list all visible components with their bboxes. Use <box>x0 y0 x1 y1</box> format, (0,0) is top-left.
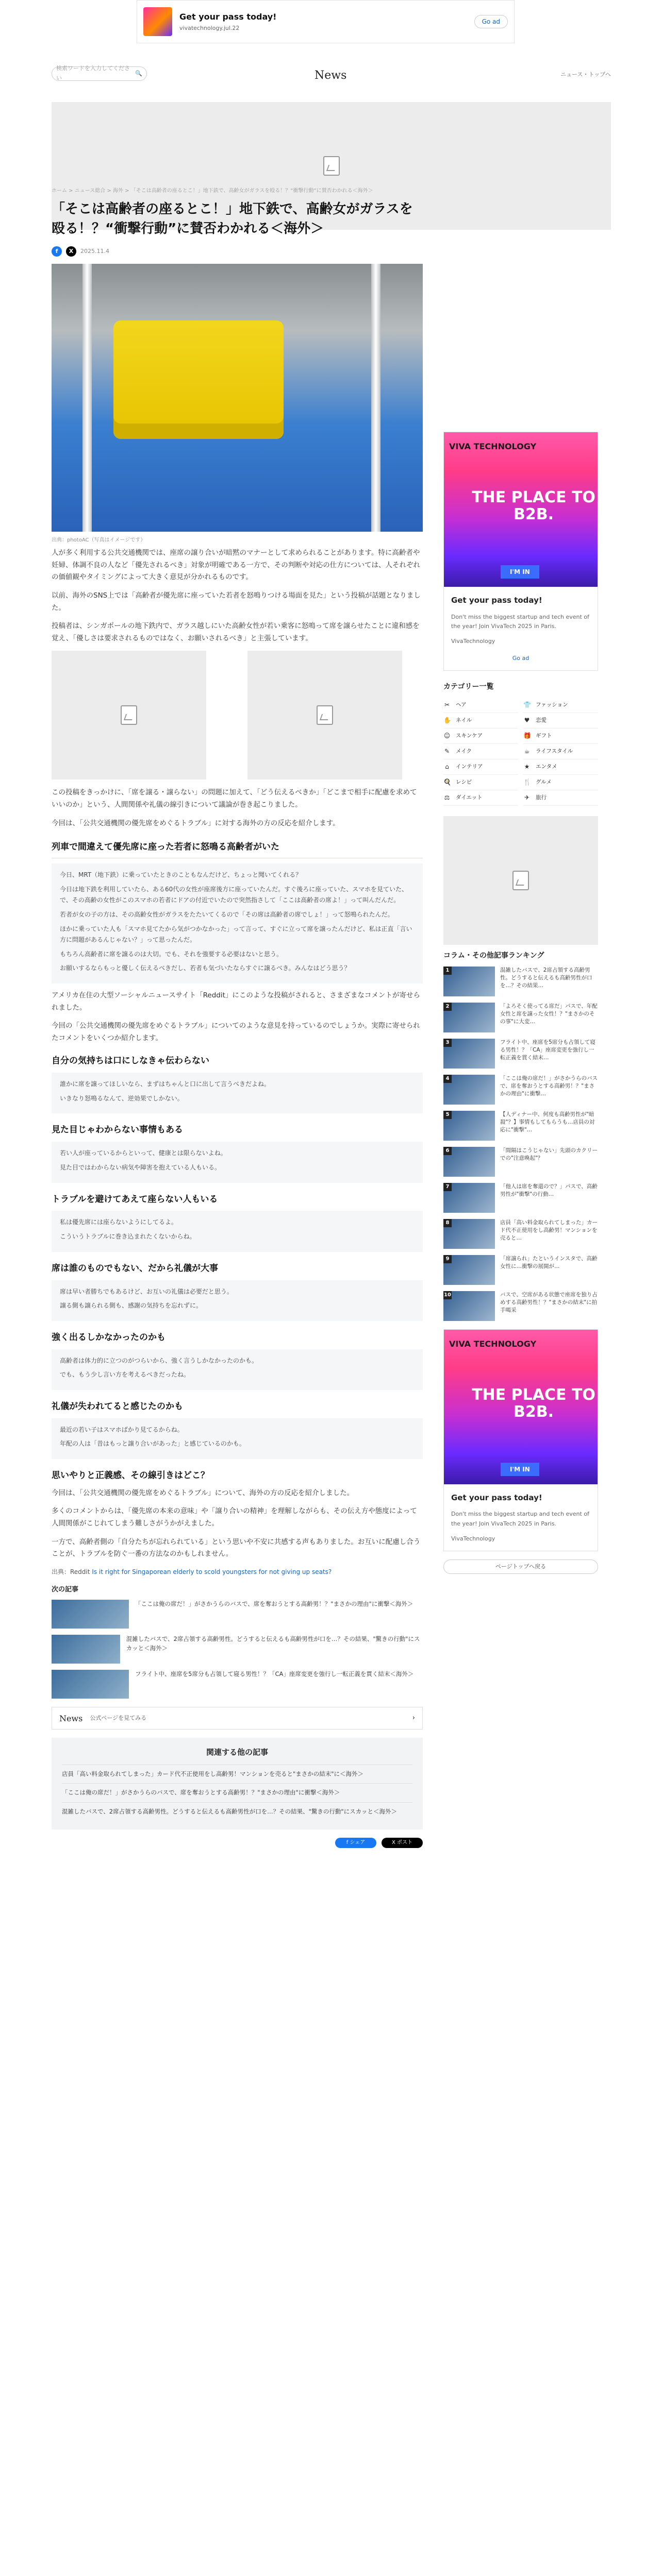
fashion-icon: 👕 <box>523 701 531 709</box>
quote-line: 最近の若い子はスマホばかり見てるからね。 <box>60 1426 184 1433</box>
section-heading: 列車で間違えて優先席に座った若者に怒鳴る高齢者がいた <box>52 840 423 858</box>
quote-line: 若い人が座っているからといって、健康とは限らないよね。 <box>60 1149 227 1157</box>
gourmet-icon: 🍴 <box>523 778 531 786</box>
comment-heading: 礼儀が失われてると感じたのかも <box>52 1401 183 1412</box>
makeup-icon: ✎ <box>444 748 450 755</box>
ranking-thumbnail[interactable] <box>443 1039 495 1069</box>
rank-number: 4 <box>443 1075 452 1083</box>
site-header <box>52 62 611 86</box>
category-item[interactable]: ⚖ ダイエット <box>443 790 518 806</box>
related-title[interactable]: フライト中、座席を5席分も占領して寝る男性！？「CA」座席変更を強行し一転正義を貫く結末＜海外＞ <box>135 1670 414 1678</box>
article-meta <box>52 246 109 257</box>
category-item[interactable]: ✂ ヘア <box>443 698 518 713</box>
sidebar <box>443 432 598 1574</box>
quote-line: もちろん高齢者に席を譲るのは大切。でも、それを強要する必要はないと思う。 <box>60 950 283 958</box>
ad-headline: THE PLACE TO B2B. <box>472 1385 595 1421</box>
related-item[interactable] <box>52 1635 423 1664</box>
image-caption: 出典：photoAC（写真はイメージです） <box>52 537 146 543</box>
paragraph: 多くのコメントからは、「優先席の本来の意味」や「譲り合いの精神」を理解しながらも、その伝え方や態度によって人間関係がこじれてしまう難しさがうかがえました。 <box>52 1507 417 1528</box>
site-logo[interactable]: News <box>315 69 347 82</box>
embedded-image <box>52 651 206 779</box>
rank-number: 9 <box>443 1255 452 1263</box>
entertainment-icon: ★ <box>524 763 530 771</box>
sidebar-ad-placeholder <box>443 816 598 945</box>
top-banner-ad[interactable] <box>137 0 515 43</box>
ad-cta-button[interactable]: I'M IN <box>501 1463 539 1476</box>
quote-line: 高齢者は体力的に立つのがつらいから、強く言うしかなかったのかも。 <box>60 1357 258 1364</box>
paragraph: 一方で、高齢者側の「自分たちが忘れられている」という思いや不安に共感する声もありました。お互いに配慮し合うことが、トラブルを防ぐ一番の方法なのかもしれません。 <box>52 1537 421 1558</box>
search-input[interactable] <box>52 66 147 81</box>
ranking-thumbnail[interactable] <box>443 1003 495 1032</box>
paragraph: アメリカ在住の大型ソーシャルニュースサイト「Reddit」にこのような投稿がされると、さまざまなコメントが寄せられました。 <box>52 991 420 1012</box>
related-title[interactable]: 「ここは俺の席だ！」がさかうらのバスで、席を奪おうとする高齢男！？"まさかの理由"に衝撃＜海外＞ <box>135 1600 413 1608</box>
article-date: 2025.11.4 <box>80 247 109 255</box>
related-title[interactable]: 混雑したバスで、2席占領する高齢男性。どうすると伝えるも高齢男性が口を…？その結果、"驚きの行動"にスカッと＜海外＞ <box>126 1635 420 1652</box>
category-item[interactable]: ☺ スキンケア <box>443 728 518 744</box>
x-icon[interactable]: X <box>66 246 76 257</box>
nail-icon: ✋ <box>443 717 451 724</box>
related-item[interactable] <box>52 1600 423 1629</box>
other-article-link[interactable]: 「ここは俺の席だ！」がさかうらのバスで、席を奪おうとする高齢男！？"まさかの理由"に衝撃＜海外＞ <box>62 1783 412 1802</box>
rank-number: 8 <box>443 1219 452 1227</box>
other-article-link[interactable]: 混雑したバスで、2席占領する高齢男性。どうすると伝えるも高齢男性が口を…？その結果、"驚きの行動"にスカッと＜海外＞ <box>62 1802 412 1821</box>
sidebar-ad[interactable] <box>443 432 598 671</box>
ranking-title[interactable]: 混雑したバスで、2席占領する高齢男性。どうすると伝えるも高齢男性が口を…？その結果… <box>500 967 592 989</box>
comment-heading: トラブルを避けてあえて座らない人もいる <box>52 1194 218 1205</box>
category-item[interactable]: 👕 ファッション <box>523 698 598 713</box>
source-label: 出典：Reddit <box>52 1568 90 1575</box>
related-heading: 次の記事 <box>52 1586 79 1594</box>
quote-block <box>52 1073 423 1113</box>
related-thumbnail[interactable] <box>52 1600 129 1629</box>
ranking-item[interactable] <box>443 967 598 996</box>
conclusion-heading: 思いやりと正義感、その線引きはどこ？ <box>52 1470 209 1481</box>
quote-block <box>52 1349 423 1390</box>
paragraph: 人が多く利用する公共交通機関では、座席の譲り合いが暗黙のマナーとして求められることがあります。特に高齢者や妊婦、体調不良の人など「優先されるべき」対象が明確である一方で、その判断や対応の仕方については、人それぞれの価値観やタイミングによって大きく意見が分かれるものです。 <box>52 549 420 582</box>
ranking-title[interactable]: 「間隔はこうじゃない」先頭のカクリーでの"注意喚起"？ <box>500 1147 598 1162</box>
quote-line: 若者が女の子の方は、その高齢女性がガラスをたたいてくるので「その席は高齢者の席でしょ！」って怒鳴られたんだ。 <box>60 910 394 918</box>
category-item[interactable]: ★ エンタメ <box>523 759 598 775</box>
paragraph: 今回は、「公共交通機関の優先席をめぐるトラブル」に対する海外の方の反応を紹介します。 <box>52 819 340 827</box>
other-articles-box <box>52 1738 423 1829</box>
quote-line: 誰かに席を譲ってほしいなら、まずはちゃんと口に出して言うべきだよね。 <box>60 1080 271 1088</box>
ad-cta-button[interactable]: I'M IN <box>501 565 539 579</box>
source <box>52 1567 423 1577</box>
related-articles <box>52 1584 423 1699</box>
rank-number: 10 <box>443 1291 452 1299</box>
quote-line: 今日は地下鉄を利用していたら、ある60代の女性が座席後方に座っていたんだ。すぐ後ろに座っていた、スマホを見ていた、で、その高齢の女性がこのスマホの若者にドアの付近でいたので突然指さして「ここは高齢者の席よ！」って叫んだんだ。 <box>60 885 408 904</box>
recipe-icon: 🍳 <box>443 778 451 786</box>
chevron-right-icon: › <box>412 1714 415 1722</box>
quote-block <box>52 1418 423 1459</box>
ranking-title[interactable]: 「他人は席を奪還ので？」パスで、高齢男性が"衝撃"の行動… <box>500 1183 598 1198</box>
quote-line: こういうトラブルに巻き込まれたくないからね。 <box>60 1233 196 1241</box>
quote-line: お願いするならもっと優しく伝えるべきだし、若者も気づいたならすぐに譲るべき。みんなはどう思う？ <box>60 964 351 972</box>
gift-icon: 🎁 <box>523 732 531 740</box>
quote-line: でも、もう少し言い方を考えるべきだったね。 <box>60 1371 190 1379</box>
travel-icon: ✈ <box>524 794 530 802</box>
quote-line: 私は優先席には座らないようにしてるよ。 <box>60 1218 178 1226</box>
quote-line: 今日、MRT（地下鉄）に乗っていたときのこともなんだけど、ちょっと聞いてくれる？ <box>60 871 302 879</box>
rank-number: 3 <box>443 1039 452 1047</box>
ad-description: Don't miss the biggest startup and tech event of the year! Join VivaTech 2025 in Paris. <box>451 1511 589 1528</box>
ranking-title[interactable]: フライト中、座席を5席分も占領して寝る男性！？「CA」座席変更を強行し一転正義を貫く結末… <box>500 1039 595 1061</box>
interior-icon: ⌂ <box>445 763 449 771</box>
ad-link[interactable]: Go ad <box>512 654 529 662</box>
category-item[interactable]: ✈ 旅行 <box>523 790 598 806</box>
ranking-thumbnail[interactable] <box>443 1291 495 1321</box>
ad-title: Get your pass today! <box>179 12 277 22</box>
ranking-item[interactable] <box>443 1291 598 1321</box>
hair-icon: ✂ <box>444 701 450 709</box>
quote-line: 席は早い者勝ちでもあるけど、お互いの礼儀は必要だと思う。 <box>60 1287 233 1295</box>
search-icon[interactable]: 🔍 <box>135 70 142 77</box>
heart-icon: ♥ <box>524 717 530 724</box>
ad-brand: VIVA TECHNOLOGY <box>449 442 537 451</box>
ranking-title[interactable]: 「席譲られ」たというインスタで、高齢女性に…衝撃の展開が… <box>500 1255 598 1270</box>
sidebar-ad[interactable] <box>443 1329 598 1552</box>
category-item[interactable]: 🍳 レシピ <box>443 775 518 790</box>
ranking-thumbnail[interactable] <box>443 1075 495 1105</box>
quote-line: 見た目ではわからない病気や障害を抱えている人もいる。 <box>60 1163 221 1171</box>
ranking-title[interactable]: 「ここは俺の席だ！」がさかうらのバスで、席を奪おうとする高齢男！？"まさかの理由"に衝撃… <box>500 1075 598 1097</box>
ranking-item[interactable] <box>443 1039 598 1069</box>
ranking-title[interactable]: 【人ディナー中、何度も高齢男性が"暗殺"？】事情もしてもらうも…店員の対応に"衝撃"… <box>500 1111 595 1133</box>
paragraph: 投稿者は、シンガポールの地下鉄内で、ガラス越しにいた高齢女性が若い乗客に怒鳴って席を譲らせたことに違和感を覚え、「優しさは要求されるものではなく、お願いされるべき」と主張しています。 <box>52 622 420 642</box>
ad-brand: VIVA TECHNOLOGY <box>449 1338 537 1349</box>
ad-headline: THE PLACE TO B2B. <box>472 488 595 523</box>
rank-number: 5 <box>443 1111 452 1119</box>
ranking-thumbnail[interactable] <box>443 1147 495 1177</box>
ranking-item[interactable] <box>443 1255 598 1285</box>
image-placeholder-icon <box>317 705 333 725</box>
x-share-button[interactable]: X ポスト <box>382 1838 423 1848</box>
ranking-thumbnail[interactable] <box>443 967 495 996</box>
ranking-item[interactable] <box>443 1111 598 1141</box>
category-heading: カテゴリー一覧 <box>443 683 494 691</box>
embedded-image <box>247 651 402 779</box>
image-placeholder-icon <box>323 156 340 176</box>
ranking-item[interactable] <box>443 1003 598 1032</box>
share-buttons <box>52 1838 423 1848</box>
ad-logo <box>143 7 172 36</box>
lifestyle-icon: ☕ <box>524 748 530 755</box>
ad-subtitle: vivatechnology.jul.22 <box>179 25 240 32</box>
ranking-item[interactable] <box>443 1147 598 1177</box>
category-item[interactable]: ✋ ネイル <box>443 713 518 728</box>
official-link-text[interactable]: 公式ページを見てみる <box>90 1715 147 1722</box>
comment-heading: 強く出るしかなかったのかも <box>52 1332 166 1343</box>
rank-number: 2 <box>443 1003 452 1011</box>
comment-heading: 席は誰のものでもない、だから礼儀が大事 <box>52 1263 218 1274</box>
image-placeholder-icon <box>121 705 137 725</box>
paragraph: この投稿をきっかけに、「席を譲る・譲らない」の問題に加えて、「どう伝えるべきか」「どこまで相手に配慮を求めていいのか」という、人間関係や礼儀の線引きについて議論が巻き起こりました。 <box>52 788 417 809</box>
quote-block <box>52 1142 423 1182</box>
facebook-share-button[interactable]: f シェア <box>335 1838 376 1848</box>
image-placeholder-icon <box>512 871 529 890</box>
header-link[interactable]: ニュース・トップへ <box>560 71 611 78</box>
ranking-thumbnail[interactable] <box>443 1183 495 1213</box>
hero-image <box>52 264 423 532</box>
news-brand: News <box>59 1713 83 1723</box>
ad-description: Don't miss the biggest startup and tech event of the year! Join VivaTech 2025 in Paris. <box>451 613 589 630</box>
image-row <box>52 651 423 779</box>
quote-block <box>52 1211 423 1251</box>
back-to-top-button[interactable]: ページトップへ戻る <box>443 1560 598 1574</box>
other-articles-heading: 関連する他の記事 <box>206 1748 268 1757</box>
ad-visual[interactable] <box>444 1330 598 1484</box>
article-title: 「そこは高齢者の座るとこ！」地下鉄で、高齢女がガラスを殴る！？“衝撃行動”に賛否わかれる＜海外＞ <box>52 201 413 236</box>
ad-title: Get your pass today! <box>451 1493 542 1502</box>
related-thumbnail[interactable] <box>52 1635 120 1664</box>
official-page-link[interactable] <box>52 1707 423 1730</box>
search-placeholder: 検索ワードを入力してください <box>56 65 130 81</box>
category-item[interactable]: ⌂ インテリア <box>443 759 518 775</box>
article-body <box>52 547 423 1856</box>
ranking-title[interactable]: バスで、空席がある状態で座席を独り占めする高齢男性！？"まさかの結末"に拍手喝采 <box>500 1291 598 1314</box>
ranking-thumbnail[interactable] <box>443 1111 495 1141</box>
paragraph: 今回の「公共交通機関の優先席をめぐるトラブル」についてのような意見を持っているのでしょうか。実際に寄せられたコメントをいくつか紹介します。 <box>52 1022 420 1042</box>
rank-number: 7 <box>443 1183 452 1191</box>
ranking-heading: コラム・その他記事ランキング <box>443 952 544 960</box>
ad-sponsor: VivaTechnology <box>451 637 495 645</box>
category-item[interactable]: ♥ 恋愛 <box>523 713 598 728</box>
quote-line: ほかに乗っていた人も「スマホ見てたから気がつかなかった」って言って、すぐに立って席を譲ったんだけど、私は正直「言い方に問題があるんじゃない？」って思ったんだ。 <box>60 925 412 944</box>
comment-heading: 見た目じゃわからない事情もある <box>52 1125 183 1136</box>
quote-block <box>52 863 423 984</box>
ranking-list <box>443 967 598 1321</box>
category-item[interactable]: ✎ メイク <box>443 744 518 759</box>
ad-title: Get your pass today! <box>451 596 542 605</box>
quote-line: いきなり怒鳴るなんて、逆効果でしかない。 <box>60 1094 184 1102</box>
ad-visual[interactable] <box>444 432 598 587</box>
ranking-item[interactable] <box>443 1183 598 1213</box>
ranking-title[interactable]: 「よろそく使ってる席だ」パスで、年配女性と席を譲った女性！？"まさかのその事"に大変… <box>500 1003 598 1025</box>
ad-go-button[interactable]: Go ad <box>474 15 508 28</box>
category-list <box>443 698 598 806</box>
paragraph: 以前、海外のSNS上では「高齢者が優先席に座っていた若者を怒鳴りつける場面を見た」という投稿が話題となりました。 <box>52 591 421 612</box>
ranking-thumbnail[interactable] <box>443 1255 495 1285</box>
quote-line: 譲る側も譲られる側も、感謝の気持ちを忘れずに。 <box>60 1302 203 1310</box>
quote-line: 年配の人は「昔はもっと譲り合いがあった」と感じているのかも。 <box>60 1440 245 1448</box>
paragraph: 今回は、「公共交通機関の優先席をめぐるトラブル」について、海外の方の反応を紹介しました。 <box>52 1488 354 1497</box>
category-item[interactable]: 🍴 グルメ <box>523 775 598 790</box>
ranking-thumbnail[interactable] <box>443 1219 495 1249</box>
facebook-icon[interactable]: f <box>52 246 62 257</box>
ad-sponsor: VivaTechnology <box>451 1535 495 1542</box>
skincare-icon: ☺ <box>443 732 451 740</box>
category-item[interactable]: 🎁 ギフト <box>523 728 598 744</box>
rank-number: 6 <box>443 1147 452 1155</box>
related-thumbnail[interactable] <box>52 1670 129 1699</box>
ranking-item[interactable] <box>443 1075 598 1105</box>
priority-seat <box>113 320 284 439</box>
diet-icon: ⚖ <box>444 794 450 802</box>
quote-block <box>52 1280 423 1321</box>
ranking-item[interactable] <box>443 1219 598 1249</box>
breadcrumb[interactable]: ホーム > ニュース総合 > 海外 > 「そこは高齢者の座るとこ！」地下鉄で、高齢女がガラスを殴る！？“衝撃行動”に賛否わかれる＜海外＞ <box>52 188 373 194</box>
category-item[interactable]: ☕ ライフスタイル <box>523 744 598 759</box>
pole <box>371 264 380 532</box>
comment-heading: 自分の気持ちは口にしなきゃ伝わらない <box>52 1056 209 1066</box>
ranking-title[interactable]: 店員「高い料金取られてしまった」カード代不正使用をし高齢男！マンションを売ると… <box>500 1219 598 1242</box>
source-link[interactable]: Is it right for Singaporean elderly to scold youngsters for not giving up seats? <box>92 1568 332 1575</box>
pole <box>82 264 92 532</box>
related-item[interactable] <box>52 1670 423 1699</box>
rank-number: 1 <box>443 967 452 975</box>
other-article-link[interactable]: 店員「高い料金取られてしまった」カード代不正使用をし高齢男！マンションを売ると"まさかの結末"に＜海外＞ <box>62 1765 412 1784</box>
